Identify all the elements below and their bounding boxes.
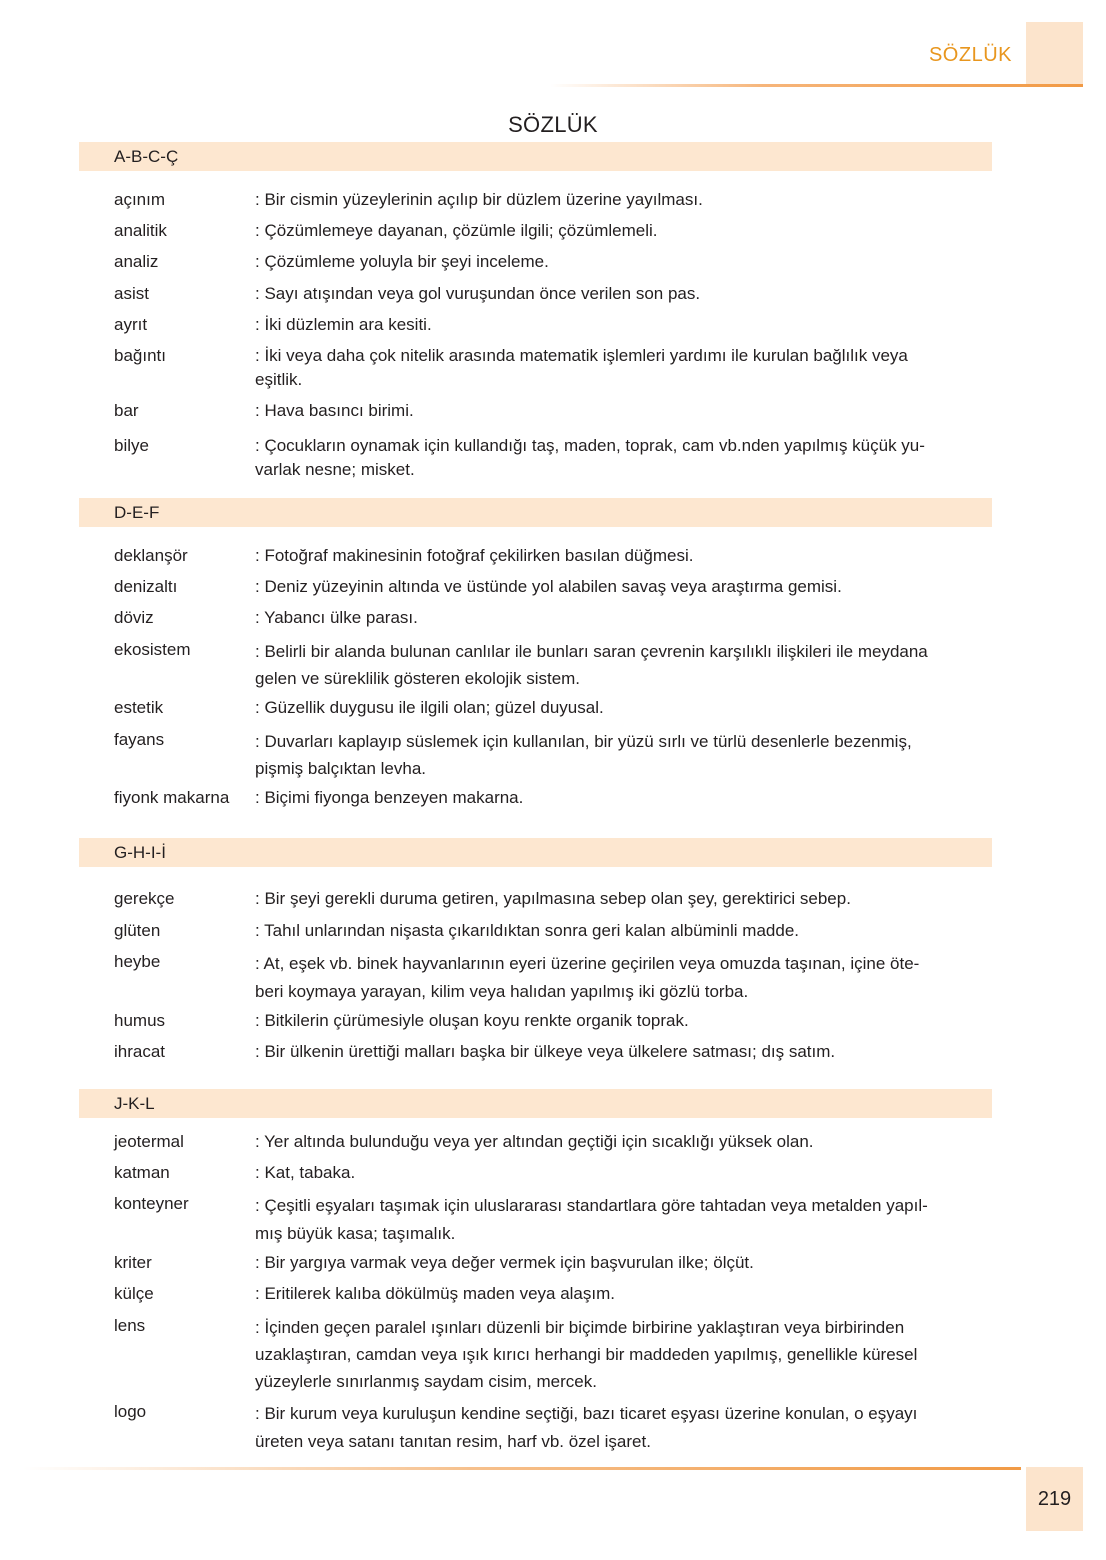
entry-term: estetik	[114, 698, 164, 717]
entry-definition: : Bir cismin yüzeylerinin açılıp bir düzlem üzerine yayılması.	[255, 190, 703, 209]
header-title: SÖZLÜK	[928, 44, 1012, 66]
footer-rule	[23, 1467, 1021, 1470]
entry-definition: : İki veya daha çok nitelik arasında matematik işlemleri yardımı ile kurulan bağlılık veya eşitlik.	[255, 346, 908, 389]
entry-definition: : Belirli bir alanda bulunan canlılar ile bunları saran çevrenin karşılıklı ilişkileri ile meydana gelen ve süreklilik gösteren ekolojik sistem.	[255, 642, 928, 688]
entry-term: analiz	[114, 252, 159, 271]
entry-term: logo	[114, 1402, 147, 1421]
entry-term: humus	[114, 1011, 166, 1030]
entry-definition: : Bir şeyi gerekli duruma getiren, yapılmasına sebep olan şey, gerektirici sebep.	[255, 889, 851, 908]
entry-term: fiyonk makarna	[114, 788, 230, 807]
entry-term: külçe	[114, 1284, 154, 1303]
entry-definition: : Çocukların oynamak için kullandığı taş, maden, toprak, cam vb.nden yapılmış küçük yu- varlak nesne; misket.	[255, 436, 925, 479]
entry-definition: : Yabancı ülke parası.	[255, 608, 418, 627]
entry-term: ayrıt	[114, 315, 148, 334]
entry-term: jeotermal	[114, 1132, 184, 1151]
entry-definition: : Eritilerek kalıba dökülmüş maden veya alaşım.	[255, 1284, 615, 1303]
section-def	[79, 498, 992, 807]
entry-term: ekosistem	[114, 640, 191, 659]
entry-term: gerekçe	[114, 889, 175, 908]
entry-definition: : Çeşitli eşyaları taşımak için uluslararası standartlara göre tahtadan veya metalden yapıl- mış büyük kasa; taşımalık.	[255, 1196, 928, 1243]
section-ghii	[79, 838, 992, 1061]
entry-definition: : Bir kurum veya kuruluşun kendine seçtiği, bazı ticaret eşyası üzerine konulan, o eşyayı üreten veya satanı tanıtan resim, harf vb. özel işaret.	[255, 1404, 918, 1451]
entry-definition: : Güzellik duygusu ile ilgili olan; güzel duyusal.	[255, 698, 604, 717]
entry-definition: : Deniz yüzeyinin altında ve üstünde yol alabilen savaş veya araştırma gemisi.	[255, 577, 842, 596]
entry-term: ihracat	[114, 1042, 166, 1061]
entry-definition: : Çözümlemeye dayanan, çözümle ilgili; çözümlemeli.	[255, 221, 658, 240]
entry-term: katman	[114, 1163, 170, 1182]
section-jkl	[79, 1089, 992, 1451]
entry-term: denizaltı	[114, 577, 178, 596]
entry-definition: : Biçimi fiyonga benzeyen makarna.	[255, 788, 524, 807]
entry-term: heybe	[114, 952, 161, 971]
entry-definition: : At, eşek vb. binek hayvanlarının eyeri üzerine geçirilen veya omuzda taşınan, içine öte- beri koymaya yarayan, kilim veya halıdan yapılmış iki gözlü torba.	[255, 954, 920, 1001]
header-rule	[550, 84, 1083, 87]
entry-definition: : Kat, tabaka.	[255, 1163, 356, 1182]
page-title: SÖZLÜK	[508, 112, 598, 137]
entry-term: glüten	[114, 921, 161, 940]
entry-definition: : İki düzlemin ara kesiti.	[255, 315, 432, 334]
entry-term: açınım	[114, 190, 166, 209]
entry-term: döviz	[114, 608, 154, 627]
entry-definition: : Hava basıncı birimi.	[255, 401, 414, 420]
entry-definition: : İçinden geçen paralel ışınları düzenli bir biçimde birbirine yaklaştıran veya birbirinden uzaklaştıran, camdan veya ışık kırıcı herhangi bir maddeden yapılmış, genellikle küresel yüzeylerle sınırlanmış saydam cisim, mercek.	[255, 1318, 918, 1391]
section-header: D-E-F	[79, 498, 992, 527]
page-number: 219	[1026, 1467, 1083, 1531]
section-header: A-B-C-Ç	[79, 142, 992, 171]
entry-term: deklanşör	[114, 546, 188, 565]
entry-definition: : Bir ülkenin ürettiği malları başka bir ülkeye veya ülkelere satması; dış satım.	[255, 1042, 836, 1061]
entry-term: fayans	[114, 730, 165, 749]
entry-definition: : Bir yargıya varmak veya değer vermek için başvurulan ilke; ölçüt.	[255, 1253, 754, 1272]
entry-term: analitik	[114, 221, 167, 240]
entry-definition: : Bitkilerin çürümesiyle oluşan koyu renkte organik toprak.	[255, 1011, 689, 1030]
entry-term: konteyner	[114, 1194, 189, 1213]
section-header: J-K-L	[79, 1089, 992, 1118]
entry-term: bilye	[114, 436, 149, 455]
entry-definition: : Tahıl unlarından nişasta çıkarıldıktan sonra geri kalan albüminli madde.	[255, 921, 799, 940]
entry-definition: : Yer altında bulunduğu veya yer altından geçtiği için sıcaklığı yüksek olan.	[255, 1132, 814, 1151]
entry-definition: : Fotoğraf makinesinin fotoğraf çekilirken basılan düğmesi.	[255, 546, 694, 565]
header-tab	[1026, 22, 1083, 85]
entry-term: lens	[114, 1316, 146, 1335]
entry-term: bar	[114, 401, 139, 420]
entry-term: bağıntı	[114, 346, 166, 365]
entry-definition: : Çözümleme yoluyla bir şeyi inceleme.	[255, 252, 549, 271]
section-abcc	[79, 142, 992, 479]
entry-term: asist	[114, 284, 149, 303]
entry-term: kriter	[114, 1253, 152, 1272]
section-header: G-H-I-İ	[79, 838, 992, 867]
entry-definition: : Sayı atışından veya gol vuruşundan önce verilen son pas.	[255, 284, 701, 303]
entry-definition: : Duvarları kaplayıp süslemek için kullanılan, bir yüzü sırlı ve türlü desenlerle bezenmiş, pişmiş balçıktan levha.	[255, 732, 912, 778]
